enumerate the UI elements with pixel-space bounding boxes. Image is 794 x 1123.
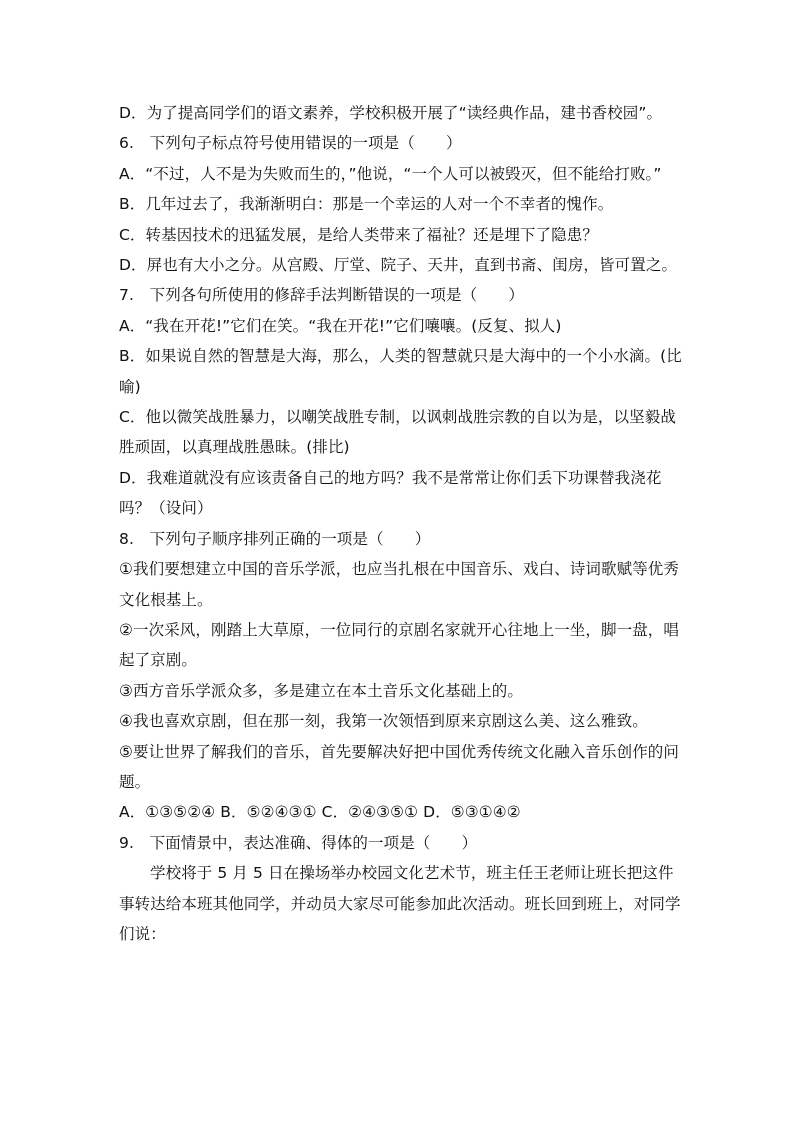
sentence-4-q8: ④我也喜欢京剧，但在那一刻，我第一次领悟到原来京剧这么美、这么雅致。: [119, 712, 648, 731]
question-6: 6. 下列句子标点符号使用错误的一项是（ ）: [119, 134, 462, 153]
sentence-1-q8: ①我们要想建立中国的音乐学派，也应当扎根在中国音乐、戏白、诗词歌赋等优秀文化根基上。: [119, 560, 679, 609]
sentence-2-q8: ②一次采风，刚踏上大草原，一位同行的京剧名家就开心往地上一坐，脚一盘，唱起了京剧。: [119, 620, 679, 670]
question-9: 9. 下面情景中，表达准确、得体的一项是（ ）: [119, 833, 478, 852]
sentence-5-q8: ⑤要让世界了解我们的音乐，首先要解决好把中国优秀传统文化融入音乐创作的问题。: [119, 742, 679, 791]
option-a-q7: A．“我在开花!”它们在笑。“我在开花!”它们嚷嚷。(反复、拟人): [119, 316, 562, 335]
options-q8: A．①③⑤②④ B．⑤②④③① C．②④③⑤① D．⑤③①④②: [119, 803, 521, 822]
option-d-q7: D．我难道就没有应该责备自己的地方吗？我不是常常让你们丢下功课替我浇花吗？（设问）: [119, 468, 662, 518]
sentence-3-q8: ③西方音乐学派众多，多是建立在本土音乐文化基础上的。: [119, 681, 523, 700]
scenario-paragraph-q9: 学校将于 5 月 5 日在操场举办校园文化艺术节，班主任王老师让班长把这件事转达给本班其他同学，并动员大家尽可能参加此次活动。班长回到班上，对同学们说：: [119, 864, 681, 943]
question-8: 8. 下列句子顺序排列正确的一项是（ ）: [119, 529, 431, 548]
option-d-q6: D．屏也有大小之分。从宫殿、厅堂、院子、天井，直到书斋、闺房，皆可置之。: [119, 256, 678, 275]
option-d-q5: D．为了提高同学们的语文素养，学校积极开展了“读经典作品，建书香校园”。: [119, 104, 663, 122]
option-b-q7: B．如果说自然的智慧是大海，那么，人类的智慧就只是大海中的一个小水滴。(比喻): [119, 347, 682, 396]
option-c-q7: C．他以微笑战胜暴力，以嘲笑战胜专制，以讽刺战胜宗教的自以为是，以坚毅战胜顽固，以真理战胜愚昧。(排比): [119, 408, 676, 457]
document-body: [119, 98, 689, 949]
option-b-q6: B．几年过去了，我渐渐明白：那是一个幸运的人对一个不幸者的愧作。: [119, 195, 614, 214]
question-7: 7. 下列各句所使用的修辞手法判断错误的一项是（ ）: [119, 286, 524, 305]
option-a-q6: A．“不过，人不是为失败而生的，”他说，“一个人可以被毁灭，但不能给打败。”: [119, 164, 662, 183]
option-c-q6: C．转基因技术的迅猛发展，是给人类带来了福祉？还是埋下了隐患？: [119, 225, 598, 244]
